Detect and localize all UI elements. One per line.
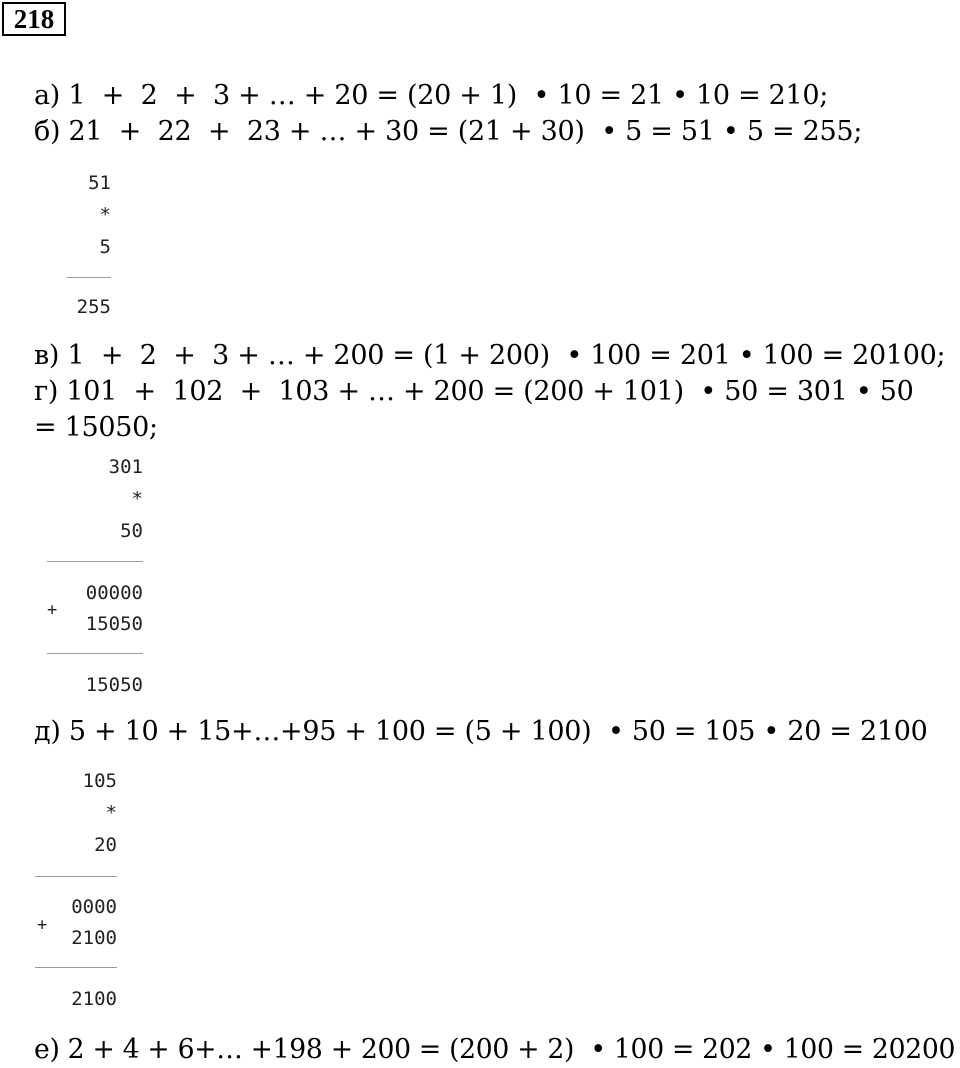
solution-line-g-continued: = 15050; (34, 412, 158, 443)
plus-sign: + (47, 600, 58, 620)
partial-product-1: 00000 (85, 582, 143, 604)
divider-line (35, 876, 117, 877)
solution-line-a: а) 1 + 2 + 3 + … + 20 = (20 + 1) • 10 = 21 • 10 = 210; (34, 80, 829, 111)
partial-product-1: 0000 (71, 896, 117, 918)
multiplicand: 51 (88, 172, 111, 194)
column-multiplication-b (66, 172, 111, 322)
operator-sign: * (105, 802, 117, 824)
column-multiplication-d (34, 770, 117, 1015)
divider-line (47, 653, 143, 654)
operator-sign: * (99, 204, 111, 226)
multiplicand: 301 (108, 456, 143, 478)
divider-line (47, 561, 143, 562)
partial-product-2: 2100 (71, 927, 117, 949)
multiplicand: 105 (82, 770, 117, 792)
solution-line-g: г) 101 + 102 + 103 + … + 200 = (200 + 101) • 50 = 301 • 50 (34, 376, 914, 407)
solution-line-d: д) 5 + 10 + 15+…+95 + 100 = (5 + 100) • 50 = 105 • 20 = 2100 (34, 716, 928, 747)
product-result: 255 (76, 296, 111, 318)
operator-sign: * (131, 488, 143, 510)
column-multiplication-g (44, 456, 143, 701)
solution-line-e: е) 2 + 4 + 6+… +198 + 200 = (200 + 2) • 100 = 202 • 100 = 20200 (34, 1034, 956, 1065)
plus-sign: + (37, 915, 48, 935)
partial-product-2: 15050 (85, 613, 143, 635)
solution-line-v: в) 1 + 2 + 3 + … + 200 = (1 + 200) • 100 = 201 • 100 = 20100; (34, 340, 946, 371)
product-result: 15050 (85, 674, 143, 696)
product-result: 2100 (71, 988, 117, 1010)
multiplier: 5 (99, 236, 111, 258)
multiplier: 50 (120, 520, 143, 542)
problem-number-badge: 218 (2, 2, 66, 36)
solution-line-b: б) 21 + 22 + 23 + … + 30 = (21 + 30) • 5 = 51 • 5 = 255; (34, 116, 863, 147)
divider-line (67, 277, 111, 278)
divider-line (35, 967, 117, 968)
multiplier: 20 (94, 834, 117, 856)
